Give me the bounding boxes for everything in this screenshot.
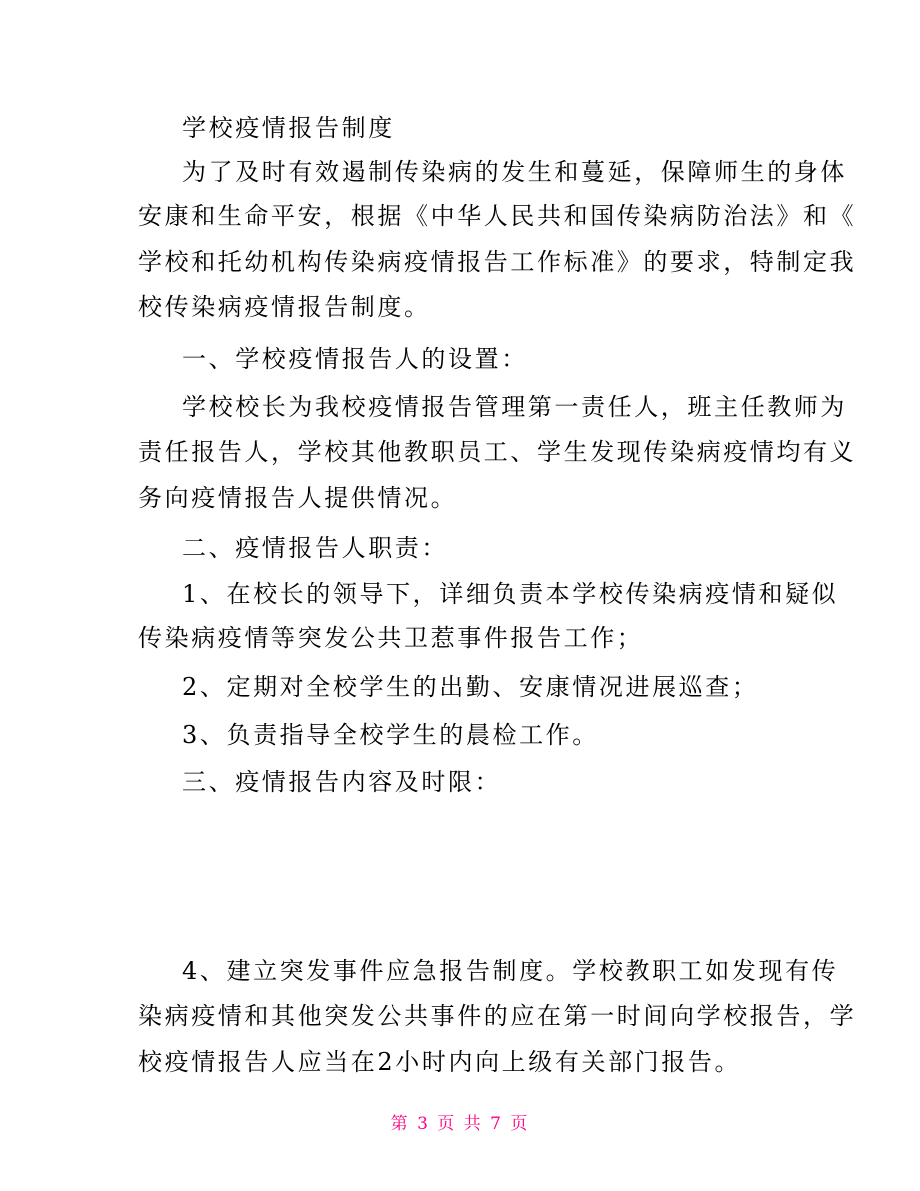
- paragraph-line: 学校校长为我校疫情报告管理第一责任人，班主任教师为: [182, 393, 847, 421]
- section-heading: 二、疫情报告人职责：: [182, 534, 448, 562]
- paragraph-line: 务向疫情报告人提供情况。: [138, 484, 458, 512]
- paragraph-line: 责任报告人，学校其他教职员工、学生发现传染病疫情均有义: [138, 438, 857, 466]
- paragraph-line: 3、负责指导全校学生的晨检工作。: [182, 721, 599, 749]
- paragraph-line: 为了及时有效遏制传染病的发生和蔓延，保障师生的身体: [182, 158, 847, 186]
- paragraph-line: 4、建立突发事件应急报告制度。学校教职工如发现有传: [182, 957, 839, 985]
- paragraph-line: 染病疫情和其他突发公共事件的应在第一时间向学校报告，学: [138, 1002, 857, 1030]
- section-heading: 一、学校疫情报告人的设置：: [182, 345, 528, 373]
- paragraph-line: 安康和生命平安，根据《中华人民共和国传染病防治法》和《: [138, 202, 857, 230]
- paragraph-line: 校传染病疫情报告制度。: [138, 293, 431, 321]
- page-number-footer: 第 3 页 共 7 页: [390, 1114, 530, 1134]
- paragraph-line: 学校和托幼机构传染病疫情报告工作标准》的要求，特制定我: [138, 248, 857, 276]
- doc-title: 学校疫情报告制度: [182, 114, 395, 142]
- paragraph-line: 2、定期对全校学生的出勤、安康情况进展巡查；: [182, 673, 759, 701]
- paragraph-line: 传染病疫情等突发公共卫惹事件报告工作；: [138, 624, 644, 652]
- paragraph-line: 校疫情报告人应当在2小时内向上级有关部门报告。: [138, 1048, 742, 1076]
- section-heading: 三、疫情报告内容及时限：: [182, 768, 502, 796]
- paragraph-line: 1、在校长的领导下，详细负责本学校传染病疫情和疑似: [182, 580, 839, 608]
